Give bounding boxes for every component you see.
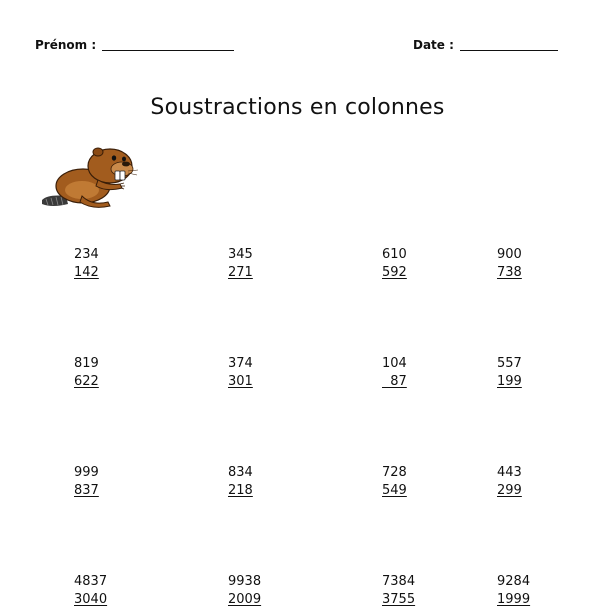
- subtrahend-line: [497, 264, 522, 282]
- subtraction-problem: [74, 464, 99, 500]
- subtraction-problem: [382, 573, 415, 609]
- subtraction-problem: [74, 355, 99, 391]
- subtrahend-line: [497, 591, 530, 609]
- minuend: 7384: [382, 574, 416, 589]
- subtrahend-line: [382, 373, 407, 391]
- subtraction-problem: [497, 355, 522, 391]
- subtrahend: 738: [497, 265, 522, 280]
- subtraction-problem: [382, 464, 407, 500]
- minuend: 819: [74, 356, 99, 371]
- minuend: 999: [74, 465, 99, 480]
- subtrahend: 3040: [74, 592, 108, 607]
- date-label: Date :: [413, 38, 454, 52]
- subtraction-problem: [228, 573, 261, 609]
- subtraction-problem: [228, 246, 253, 282]
- subtraction-problem: [497, 573, 530, 609]
- minuend: 834: [228, 465, 253, 480]
- subtrahend: 87: [382, 374, 407, 389]
- subtraction-problem: [497, 464, 522, 500]
- subtrahend: 199: [497, 374, 522, 389]
- subtrahend: 837: [74, 483, 99, 498]
- minuend: 443: [497, 465, 522, 480]
- subtrahend-line: [382, 482, 407, 500]
- subtrahend-line: [497, 373, 522, 391]
- subtraction-problem: [228, 464, 253, 500]
- minuend: 9284: [497, 574, 531, 589]
- subtrahend: 3755: [382, 592, 416, 607]
- page-title: Soustractions en colonnes: [150, 95, 445, 120]
- minuend: 9938: [228, 574, 262, 589]
- subtrahend: 2009: [228, 592, 262, 607]
- subtrahend-line: [228, 591, 261, 609]
- subtrahend-line: [74, 482, 99, 500]
- prenom-label: Prénom :: [35, 38, 97, 52]
- subtrahend-line: [382, 264, 407, 282]
- subtrahend-line: [74, 264, 99, 282]
- subtraction-problem: [382, 246, 407, 282]
- subtraction-problem: [382, 355, 407, 391]
- subtrahend-line: [228, 373, 253, 391]
- subtrahend: 592: [382, 265, 407, 280]
- subtrahend-line: [74, 591, 107, 609]
- minuend: 234: [74, 247, 99, 262]
- subtrahend: 218: [228, 483, 253, 498]
- subtraction-problem: [74, 573, 107, 609]
- subtrahend: 1999: [497, 592, 531, 607]
- minuend: 728: [382, 465, 407, 480]
- prenom-blank-line[interactable]: [102, 38, 234, 51]
- date-blank-line[interactable]: [460, 38, 558, 51]
- subtrahend-line: [228, 482, 253, 500]
- subtrahend-line: [497, 482, 522, 500]
- minuend: 374: [228, 356, 253, 371]
- beaver-icon: [38, 140, 143, 212]
- subtraction-problem: [497, 246, 522, 282]
- minuend: 345: [228, 247, 253, 262]
- subtrahend: 271: [228, 265, 253, 280]
- minuend: 557: [497, 356, 522, 371]
- minuend: 104: [382, 356, 407, 371]
- subtrahend: 299: [497, 483, 522, 498]
- subtrahend-line: [228, 264, 253, 282]
- prenom-field: [35, 38, 234, 52]
- minuend: 900: [497, 247, 522, 262]
- subtraction-problem: [74, 246, 99, 282]
- subtraction-problem: [228, 355, 253, 391]
- subtrahend: 301: [228, 374, 253, 389]
- subtrahend: 142: [74, 265, 99, 280]
- minuend: 610: [382, 247, 407, 262]
- date-field: [413, 38, 558, 52]
- subtrahend: 549: [382, 483, 407, 498]
- subtrahend-line: [382, 591, 415, 609]
- subtrahend: 622: [74, 374, 99, 389]
- minuend: 4837: [74, 574, 108, 589]
- subtrahend-line: [74, 373, 99, 391]
